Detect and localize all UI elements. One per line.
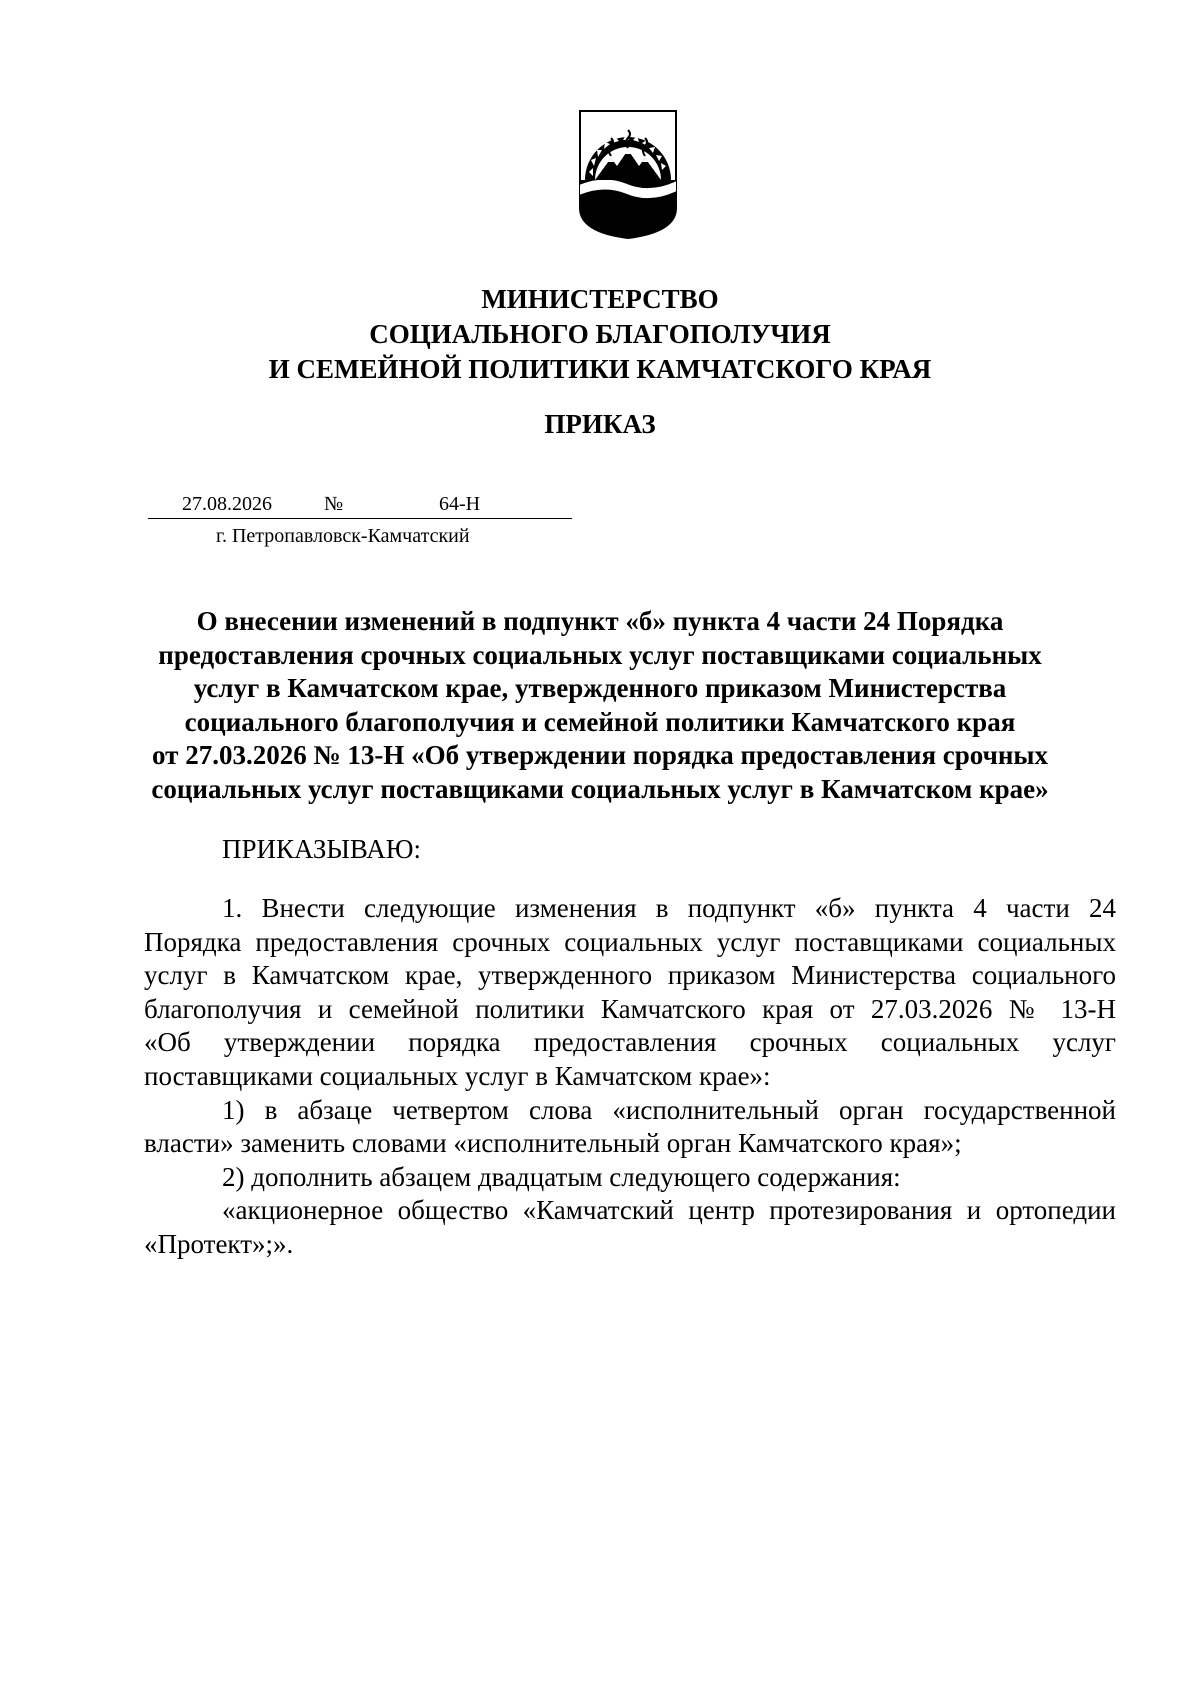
body-line: 1) в абзаце четвертом слова «исполнительный орган государственной: [222, 1094, 1116, 1125]
body-line: «Об утверждении порядка предоставления срочных социальных услуг: [144, 1027, 1116, 1058]
body-line: благополучия и семейной политики Камчатского края от 27.03.2026 № 13-Н: [144, 993, 1116, 1024]
order-date: 27.08.2026: [182, 493, 272, 515]
ministry-name: [0, 282, 1200, 387]
registration-line: [148, 490, 572, 519]
body-line: Порядка предоставления срочных социальных услуг поставщиками социальных: [144, 926, 1116, 957]
title-line: предоставления срочных социальных услуг поставщиками социальных: [158, 639, 1042, 670]
body-line: поставщиками социальных услуг в Камчатском крае»:: [144, 1060, 771, 1091]
document-title: [120, 605, 1080, 807]
body-line: 2) дополнить абзацем двадцатым следующего содержания:: [222, 1161, 901, 1192]
issue-city: г. Петропавловск-Камчатский: [216, 525, 470, 547]
ministry-name-line: И СЕМЕЙНОЙ ПОЛИТИКИ КАМЧАТСКОГО КРАЯ: [268, 354, 932, 384]
body-line: 1. Внести следующие изменения в подпункт «б» пункта 4 части 24: [222, 893, 1116, 923]
title-line: услуг в Камчатском крае, утвержденного приказом Министерства: [193, 673, 1007, 704]
body-line: «акционерное общество «Камчатский центр протезирования и ортопедии: [222, 1195, 1116, 1226]
body-line: услуг в Камчатском крае, утвержденного приказом Министерства социального: [144, 960, 1116, 991]
body-line: «Протект»;».: [144, 1228, 294, 1259]
title-line: социального благополучия и семейной политики Камчатского края: [184, 706, 1016, 737]
kamchatka-coat-of-arms-icon: [577, 108, 679, 240]
document-type: ПРИКАЗ: [544, 409, 656, 439]
body-line: власти» заменить словами «исполнительный орган Камчатского края»;: [144, 1128, 962, 1159]
title-line: социальных услуг поставщиками социальных услуг в Камчатском крае»: [151, 773, 1049, 804]
ministry-name-line: МИНИСТЕРСТВО: [481, 284, 719, 314]
order-directive: ПРИКАЗЫВАЮ:: [222, 834, 421, 864]
number-sign: №: [324, 493, 344, 515]
document-body: [144, 892, 1116, 1262]
ministry-name-line: СОЦИАЛЬНОГО БЛАГОПОЛУЧИЯ: [369, 319, 831, 349]
title-line: О внесении изменений в подпункт «б» пункта 4 части 24 Порядка: [196, 606, 1004, 636]
order-number: 64-Н: [439, 493, 481, 515]
title-line: от 27.03.2026 № 13-Н «Об утверждении порядка предоставления срочных: [152, 740, 1048, 771]
